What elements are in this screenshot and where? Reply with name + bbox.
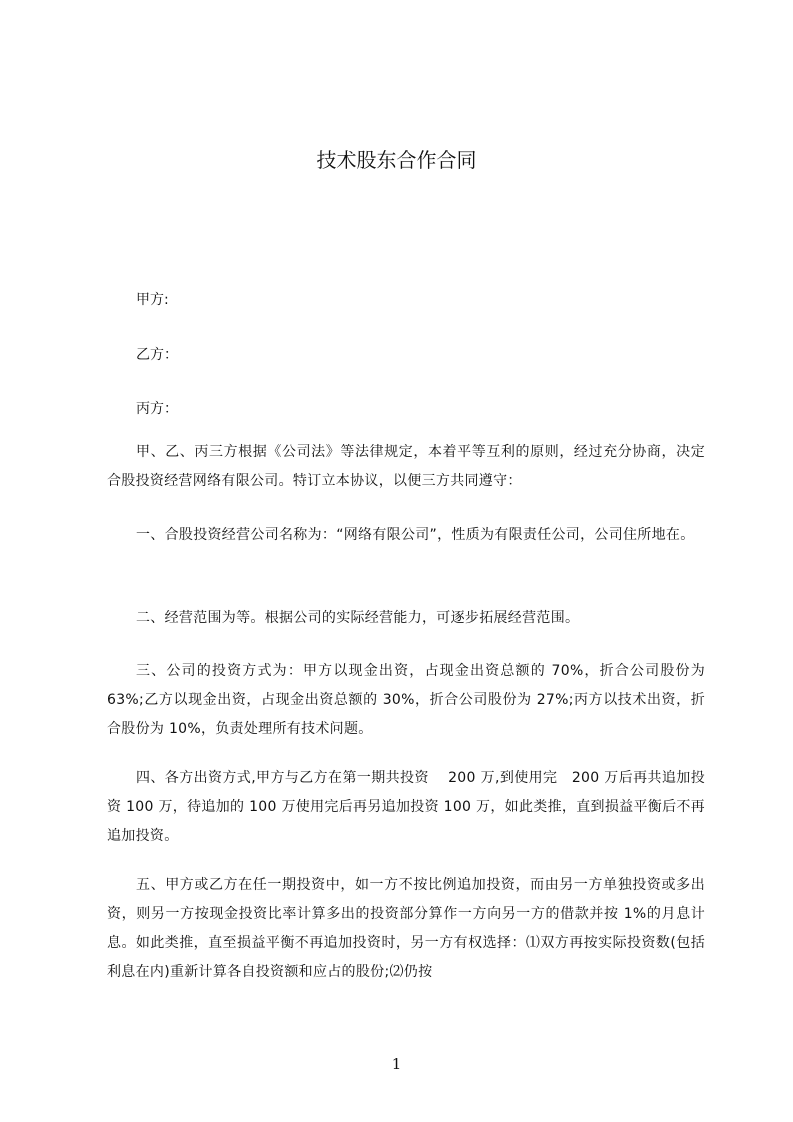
party-b-label: 乙方：: [136, 347, 178, 363]
clause-4-paragraph: 四、各方出资方式,甲方与乙方在第一期共投资 200 万,到使用完 200 万后再共追加投资 100 万，待追加的 100 万使用完后再另追加投资 100 万，如此类推，直到损益平衡后不再追加投资。: [107, 770, 705, 844]
page-number: 1: [391, 1055, 402, 1073]
party-c-label: 丙方：: [136, 401, 178, 417]
document-title: 技术股东合作合同: [316, 148, 477, 172]
clause-3-paragraph: 三、公司的投资方式为：甲方以现金出资，占现金出资总额的 70%，折合公司股份为 63%;乙方以现金出资，占现金出资总额的 30%，折合公司股份为 27%;丙方以技术出资，折合股份为 10%，负责处理所有技术问题。: [107, 663, 705, 737]
clause-1-paragraph: 一、合股投资经营公司名称为：“网络有限公司”，性质为有限责任公司，公司住所地在。: [136, 527, 695, 543]
clause-5-paragraph: 五、甲方或乙方在任一期投资中，如一方不按比例追加投资，而由另一方单独投资或多出资，则另一方按现金投资比率计算多出的投资部分算作一方向另一方的借款并按 1%的月息计息。如此类推，直至损益平衡不再追加投资时，另一方有权选择：⑴双方再按实际投资数(包括利息在内)重新计算各自投资额和应占的股份;⑵仍按: [107, 877, 705, 980]
clause-2-paragraph: 二、经营范围为等。根据公司的实际经营能力，可逐步拓展经营范围。: [136, 610, 580, 626]
intro-paragraph: 甲、乙、丙三方根据《公司法》等法律规定，本着平等互利的原则，经过充分协商，决定合股投资经营网络有限公司。特订立本协议，以便三方共同遵守：: [107, 444, 705, 489]
party-a-label: 甲方:: [136, 292, 169, 308]
